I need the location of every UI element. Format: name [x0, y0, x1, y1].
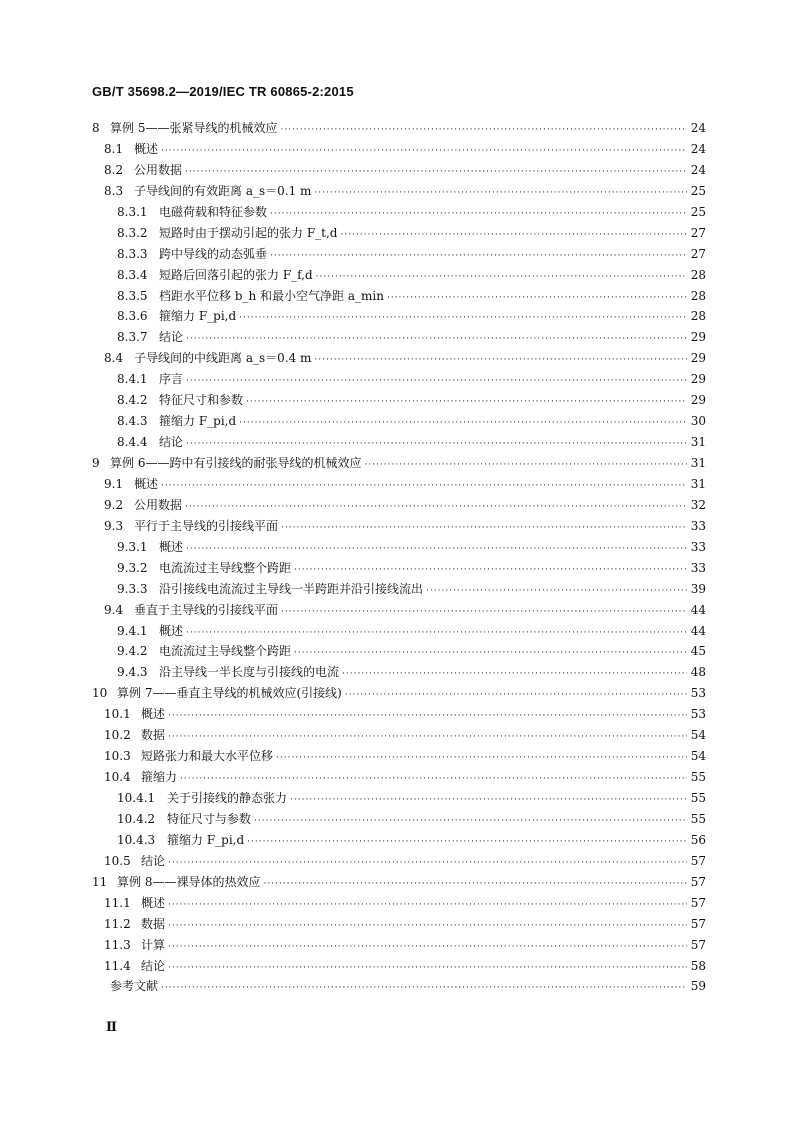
toc-entry-title: 特征尺寸和参数 — [159, 393, 244, 408]
toc-entry-page: 33 — [690, 560, 706, 575]
toc-leader-dots — [364, 455, 687, 476]
toc-leader-dots — [342, 664, 687, 685]
toc-entry-number: 10.5 — [104, 853, 131, 868]
toc-entry-page: 24 — [690, 162, 706, 177]
toc-entry[interactable] — [92, 641, 706, 662]
toc-entry-title: 公用数据 — [134, 162, 183, 177]
toc-entry[interactable] — [92, 118, 706, 139]
toc-entry-title: 计算 — [141, 937, 166, 952]
toc-entry-page: 28 — [690, 309, 706, 324]
toc-entry[interactable] — [92, 767, 706, 788]
toc-leader-dots — [185, 162, 687, 183]
toc-leader-dots — [168, 727, 687, 748]
toc-entry-title: 数据 — [141, 728, 166, 743]
toc-entry-number: 8.2 — [104, 162, 124, 177]
toc-entry-title: 档距水平位移 b_h 和最小空气净距 a_min — [159, 288, 384, 303]
toc-entry-page: 55 — [690, 770, 706, 785]
toc-leader-dots — [345, 685, 687, 706]
toc-entry-number: 10.4.3 — [117, 832, 156, 847]
toc-entry-page: 27 — [690, 246, 706, 261]
toc-leader-dots — [290, 790, 687, 811]
toc-entry[interactable] — [92, 830, 706, 851]
toc-entry[interactable] — [92, 935, 706, 956]
toc-entry-title: 平行于主导线的引接线平面 — [134, 518, 279, 533]
toc-leader-dots — [168, 895, 687, 916]
toc-entry[interactable] — [92, 348, 706, 369]
toc-entry-number: 8.3.3 — [117, 246, 148, 261]
toc-entry[interactable] — [92, 683, 706, 704]
toc-entry-title: 参考文献 — [110, 979, 159, 994]
toc-entry-page: 28 — [690, 288, 706, 303]
toc-entry-number: 8.4.1 — [117, 372, 148, 387]
toc-entry-number: 10.3 — [104, 749, 131, 764]
toc-entry-title: 概述 — [159, 623, 184, 638]
toc-entry-title: 沿引接线电流流过主导线一半跨距并沿引接线流出 — [159, 581, 424, 596]
toc-entry[interactable] — [92, 244, 706, 265]
toc-entry-page: 32 — [690, 497, 706, 512]
toc-entry-title: 概述 — [141, 895, 166, 910]
toc-entry-page: 57 — [690, 874, 706, 889]
toc-entry-number: 11.2 — [104, 916, 131, 931]
toc-entry-number: 8.3.6 — [117, 309, 148, 324]
toc-entry-page: 28 — [690, 267, 706, 282]
toc-leader-dots — [281, 518, 687, 539]
toc-leader-dots — [168, 937, 687, 958]
toc-entry-title: 子导线间的中线距离 a_s＝0.4 m — [134, 351, 312, 366]
toc-entry-page: 27 — [690, 225, 706, 240]
page-number: Ⅱ — [106, 1020, 117, 1035]
toc-entry-title: 垂直于主导线的引接线平面 — [134, 602, 279, 617]
toc-entry-number: 11.3 — [104, 937, 131, 952]
toc-entry[interactable] — [92, 265, 706, 286]
toc-leader-dots — [239, 413, 687, 434]
toc-entry-page: 33 — [690, 518, 706, 533]
toc-leader-dots — [186, 434, 687, 455]
toc-entry[interactable] — [92, 662, 706, 683]
toc-entry-title: 结论 — [159, 330, 184, 345]
toc-entry-number: 10 — [92, 686, 108, 701]
toc-entry[interactable] — [92, 160, 706, 181]
toc-leader-dots — [186, 371, 687, 392]
toc-entry-number: 8.3.2 — [117, 225, 148, 240]
toc-entry-page: 39 — [690, 581, 706, 596]
toc-entry-number: 8.4.4 — [117, 435, 148, 450]
toc-leader-dots — [161, 141, 687, 162]
toc-entry[interactable] — [92, 704, 706, 725]
toc-entry-title: 数据 — [141, 916, 166, 931]
toc-entry[interactable] — [92, 809, 706, 830]
toc-entry[interactable] — [92, 390, 706, 411]
toc-entry-number: 10.4.1 — [117, 791, 156, 805]
toc-entry-page: 54 — [690, 728, 706, 743]
toc-entry-page: 53 — [690, 707, 706, 722]
toc-entry-number: 9.4 — [104, 602, 124, 617]
toc-entry-number: 9.4.3 — [117, 665, 148, 680]
toc-leader-dots — [280, 120, 687, 141]
toc-entry-title: 电流流过主导线整个跨距 — [159, 644, 292, 659]
toc-entry-title: 算例 5——张紧导线的机械效应 — [110, 121, 278, 135]
toc-entry-number: 9.1 — [104, 476, 124, 491]
toc-entry-title: 短路后回落引起的张力 F_f,d — [159, 267, 313, 282]
toc-entry[interactable] — [92, 558, 706, 579]
toc-entry-page: 24 — [690, 141, 706, 156]
toc-leader-dots — [168, 853, 687, 874]
toc-entry-page: 31 — [690, 456, 706, 470]
toc-leader-dots — [186, 623, 687, 644]
toc-entry-number: 9.2 — [104, 497, 124, 512]
toc-entry-number: 8 — [92, 121, 100, 135]
toc-entry-page: 31 — [690, 476, 706, 491]
toc-entry-page: 55 — [690, 811, 706, 826]
toc-entry-title: 特征尺寸与参数 — [167, 811, 252, 826]
toc-entry[interactable] — [92, 872, 706, 893]
toc-entry-number: 11.4 — [104, 958, 131, 973]
toc-leader-dots — [270, 204, 687, 225]
toc-leader-dots — [314, 350, 687, 371]
toc-entry-number: 8.4.2 — [117, 393, 148, 408]
toc-entry-page: 33 — [690, 539, 706, 554]
toc-entry-number: 8.3.5 — [117, 288, 148, 303]
toc-entry[interactable] — [92, 202, 706, 223]
toc-entry[interactable] — [92, 537, 706, 558]
toc-entry-title: 电流流过主导线整个跨距 — [159, 560, 292, 575]
toc-leader-dots — [185, 497, 687, 518]
toc-entry-number: 8.1 — [104, 141, 124, 156]
toc-entry[interactable] — [92, 286, 706, 307]
toc-entry[interactable] — [92, 893, 706, 914]
toc-entry-page: 57 — [690, 895, 706, 910]
toc-entry-title: 概述 — [134, 141, 159, 156]
toc-entry-number: 9.3.3 — [117, 581, 148, 596]
toc-entry[interactable] — [92, 976, 706, 997]
toc-entry-title: 序言 — [159, 372, 184, 387]
toc-entry-page: 57 — [690, 853, 706, 868]
toc-entry-page: 44 — [690, 602, 706, 617]
toc-leader-dots — [161, 978, 687, 999]
toc-entry-number: 8.3 — [104, 183, 124, 198]
toc-leader-dots — [246, 392, 687, 413]
toc-entry[interactable] — [92, 579, 706, 600]
toc-leader-dots — [239, 308, 687, 329]
toc-leader-dots — [168, 706, 687, 727]
toc-entry[interactable] — [92, 746, 706, 767]
toc-leader-dots — [247, 832, 687, 853]
toc-entry[interactable] — [92, 306, 706, 327]
toc-leader-dots — [263, 874, 687, 895]
toc-entry[interactable] — [92, 516, 706, 537]
toc-leader-dots — [294, 560, 687, 581]
toc-entry-number: 11.1 — [104, 895, 131, 910]
toc-entry[interactable] — [92, 495, 706, 516]
toc-leader-dots — [270, 246, 687, 267]
toc-leader-dots — [387, 288, 687, 309]
toc-entry-number: 8.3.4 — [117, 267, 148, 282]
toc-leader-dots — [426, 581, 687, 602]
toc-entry[interactable] — [92, 139, 706, 160]
toc-entry-title: 箍缩力 F_pi,d — [159, 414, 237, 429]
toc-entry[interactable] — [92, 621, 706, 642]
toc-entry-page: 31 — [690, 435, 706, 450]
toc-entry-number: 9.3 — [104, 518, 124, 533]
toc-entry-title: 结论 — [141, 958, 166, 973]
toc-entry-page: 25 — [690, 183, 706, 198]
toc-entry-number: 9.3.2 — [117, 560, 148, 575]
toc-entry-title: 关于引接线的静态张力 — [167, 791, 288, 805]
toc-entry-page: 29 — [690, 393, 706, 408]
toc-entry-title: 结论 — [141, 853, 166, 868]
toc-entry-page: 55 — [690, 791, 706, 805]
toc-entry-title: 算例 7——垂直主导线的机械效应(引接线) — [117, 686, 342, 701]
toc-entry-title: 算例 8——裸导体的热效应 — [117, 874, 261, 889]
toc-entry-page: 53 — [690, 686, 706, 701]
toc-entry-number: 10.1 — [104, 707, 131, 722]
toc-entry[interactable] — [92, 914, 706, 935]
toc-leader-dots — [294, 643, 687, 664]
toc-entry-title: 跨中导线的动态弧垂 — [159, 246, 268, 261]
toc-entry-page: 30 — [690, 414, 706, 429]
document-header: GB/T 35698.2—2019/IEC TR 60865-2:2015 — [92, 84, 354, 99]
toc-entry-page: 48 — [690, 665, 706, 680]
table-of-contents — [92, 118, 706, 997]
toc-entry[interactable] — [92, 474, 706, 495]
toc-leader-dots — [186, 539, 687, 560]
toc-entry-page: 59 — [690, 979, 706, 994]
toc-leader-dots — [340, 225, 687, 246]
toc-entry-number: 8.3.7 — [117, 330, 148, 345]
toc-entry[interactable] — [92, 600, 706, 621]
toc-entry-title: 概述 — [159, 539, 184, 554]
toc-entry[interactable] — [92, 788, 706, 809]
toc-entry-title: 箍缩力 F_pi,d — [159, 309, 237, 324]
toc-leader-dots — [281, 602, 687, 623]
toc-entry-page: 29 — [690, 351, 706, 366]
toc-leader-dots — [186, 329, 687, 350]
toc-entry-number: 11 — [92, 874, 108, 889]
toc-entry[interactable] — [92, 327, 706, 348]
toc-entry-number: 9 — [92, 456, 100, 470]
toc-leader-dots — [168, 958, 687, 979]
toc-entry[interactable] — [92, 956, 706, 977]
toc-leader-dots — [161, 476, 687, 497]
toc-entry-page: 56 — [690, 832, 706, 847]
toc-entry-page: 44 — [690, 623, 706, 638]
toc-entry-number: 10.2 — [104, 728, 131, 743]
toc-entry-number: 9.3.1 — [117, 539, 148, 554]
toc-entry-page: 24 — [690, 121, 706, 135]
toc-entry[interactable] — [92, 181, 706, 202]
toc-entry-title: 箍缩力 F_pi,d — [167, 832, 245, 847]
toc-entry[interactable] — [92, 223, 706, 244]
toc-entry-page: 45 — [690, 644, 706, 659]
toc-entry-title: 箍缩力 — [141, 770, 178, 785]
toc-leader-dots — [276, 748, 687, 769]
toc-entry-page: 29 — [690, 372, 706, 387]
toc-entry[interactable] — [92, 851, 706, 872]
toc-entry-title: 算例 6——跨中有引接线的耐张导线的机械效应 — [110, 456, 362, 470]
toc-leader-dots — [254, 811, 687, 832]
toc-entry-page: 57 — [690, 937, 706, 952]
toc-entry-number: 10.4 — [104, 770, 131, 785]
toc-entry-title: 结论 — [159, 435, 184, 450]
toc-entry[interactable] — [92, 453, 706, 474]
toc-entry[interactable] — [92, 369, 706, 390]
toc-entry-title: 电磁荷载和特征参数 — [159, 204, 268, 219]
toc-entry-page: 57 — [690, 916, 706, 931]
toc-entry[interactable] — [92, 725, 706, 746]
toc-entry-title: 子导线间的有效距离 a_s＝0.1 m — [134, 183, 312, 198]
toc-entry-title: 概述 — [141, 707, 166, 722]
toc-entry-number: 8.4.3 — [117, 414, 148, 429]
toc-leader-dots — [314, 183, 687, 204]
toc-entry-title: 短路张力和最大水平位移 — [141, 749, 274, 764]
toc-entry-number: 8.3.1 — [117, 204, 148, 219]
toc-entry[interactable] — [92, 432, 706, 453]
toc-entry[interactable] — [92, 411, 706, 432]
toc-entry-page: 29 — [690, 330, 706, 345]
toc-leader-dots — [168, 916, 687, 937]
toc-entry-number: 9.4.1 — [117, 623, 148, 638]
toc-entry-title: 短路时由于摆动引起的张力 F_t,d — [159, 225, 338, 240]
toc-leader-dots — [180, 769, 687, 790]
toc-entry-title: 概述 — [134, 476, 159, 491]
toc-entry-number: 10.4.2 — [117, 811, 156, 826]
toc-entry-number: 8.4 — [104, 351, 124, 366]
toc-entry-number: 9.4.2 — [117, 644, 148, 659]
toc-entry-page: 25 — [690, 204, 706, 219]
toc-entry-title: 公用数据 — [134, 497, 183, 512]
toc-entry-page: 54 — [690, 749, 706, 764]
toc-entry-title: 沿主导线一半长度与引接线的电流 — [159, 665, 340, 680]
toc-leader-dots — [316, 267, 687, 288]
toc-entry-page: 58 — [690, 958, 706, 973]
